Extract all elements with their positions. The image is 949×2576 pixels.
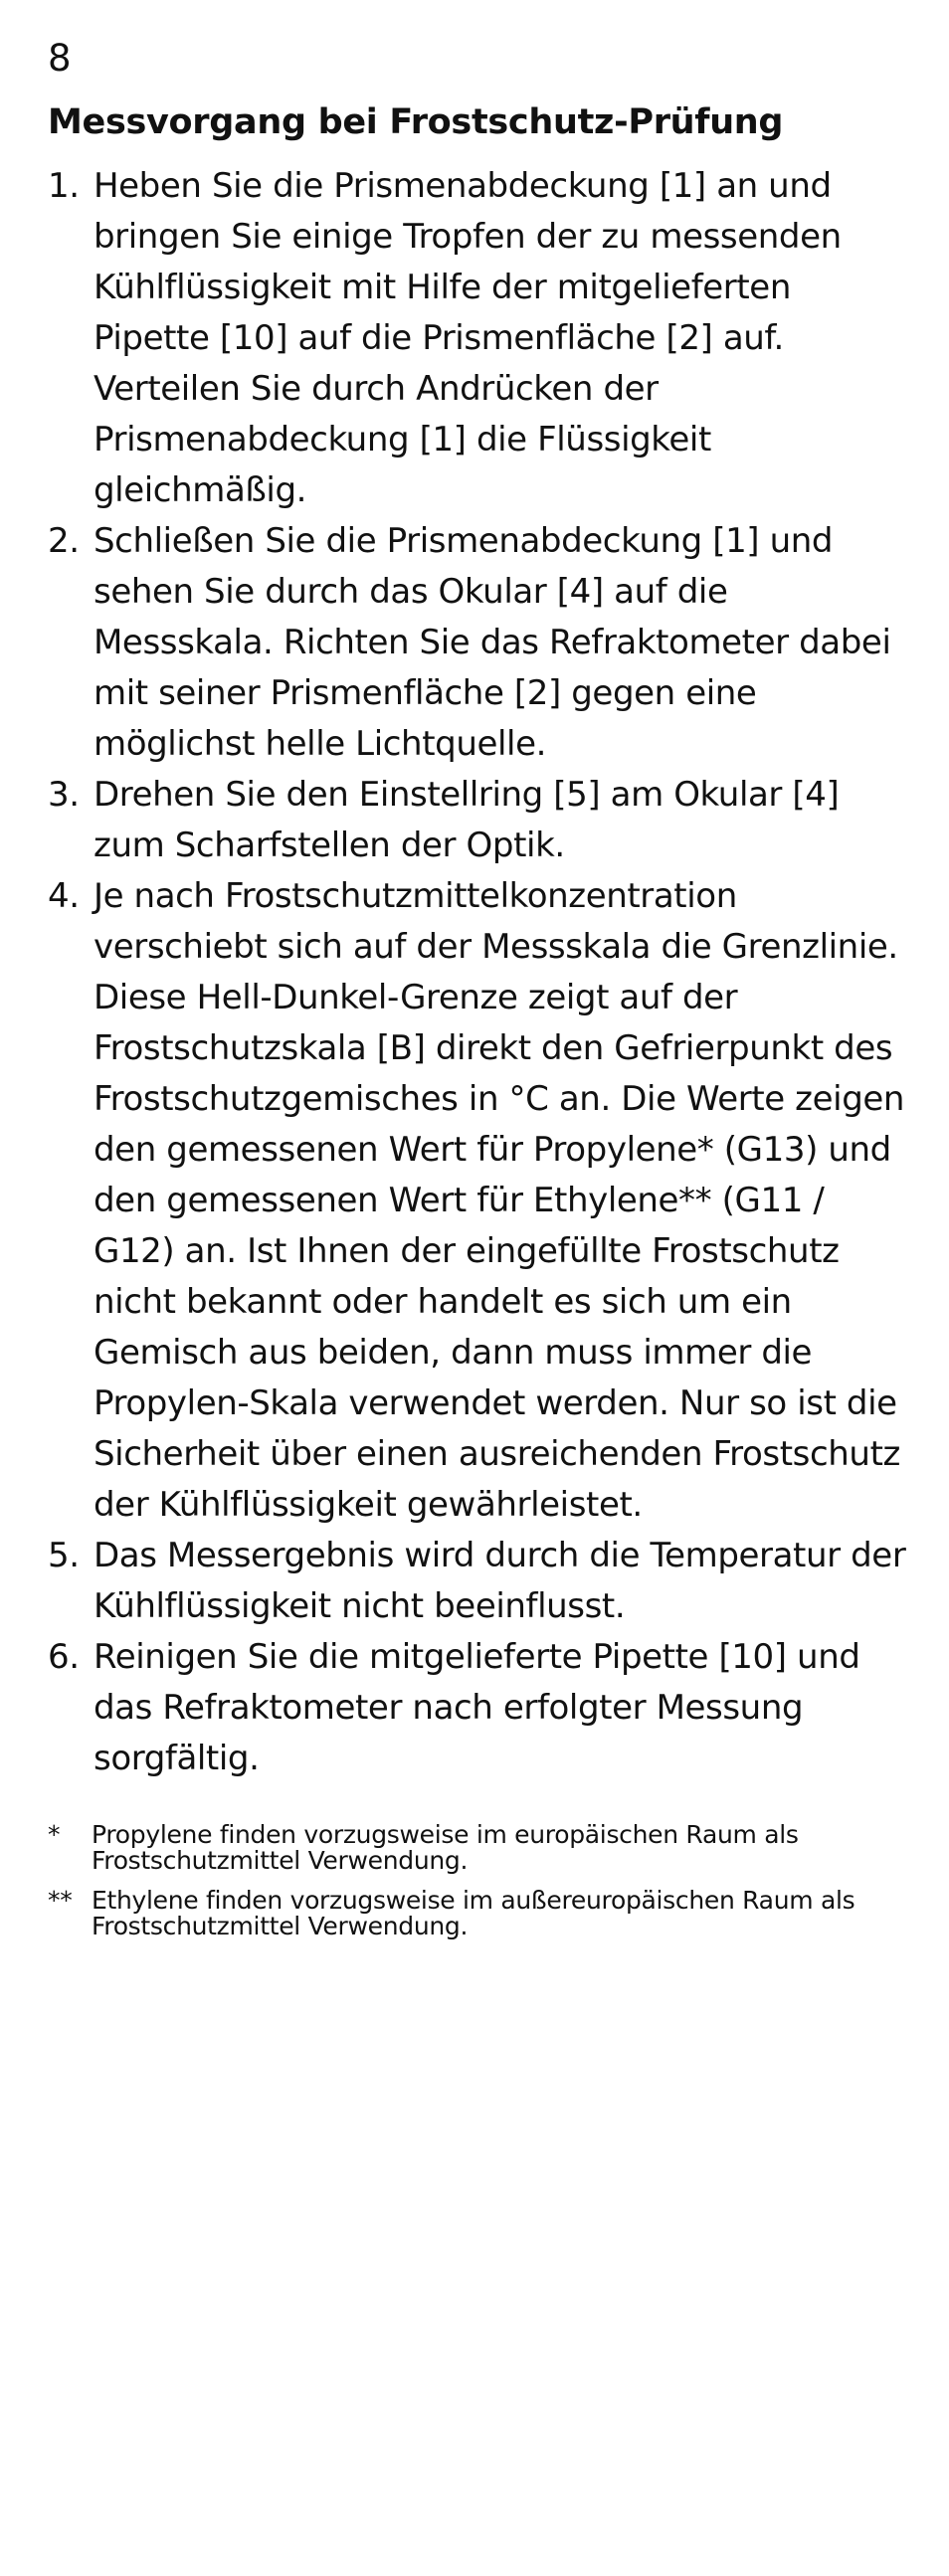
step-text: Je nach Frostschutzmittelkonzentration verschiebt sich auf der Messskala die Grenzlinie. Diese Hell-Dunkel-Grenze zeigt auf der Frostschutzskala [B] direkt den Gefrierpunkt des Frostschutzgemisches in °C an. Die Werte zeigen den gemessenen Wert für Propylene* (G13) und den gemessenen Wert für Ethylene** (G11 / G12) an. Ist Ihnen der eingefüllte Frostschutz nicht bekannt oder handelt es sich um ein Gemisch aus beiden, dann muss immer die Propylen-Skala verwendet werden. Nur so ist die Sicherheit über einen ausreichenden Frostschutz der Kühlflüssigkeit gewährleistet. [94,876,905,1525]
footnote-mark: ** [48,1886,73,1915]
step-text: Schließen Sie die Prismenabdeckung [1] und sehen Sie durch das Okular [4] auf die Messskala. Richten Sie das Refraktometer dabei mit seiner Prismenfläche [2] gegen eine möglichst helle Lichtquelle. [94,521,891,764]
step-number: 5. [48,1536,80,1575]
step-text: Heben Sie die Prismenabdeckung [1] an und bringen Sie einige Tropfen der zu messenden Kühlflüssigkeit mit Hilfe der mitgelieferten Pipette [10] auf die Prismenfläche [2] auf. Verteilen Sie durch Andrücken der Prismenabdeckung [1] die Flüssigkeit gleichmäßig. [94,166,842,510]
step-number: 4. [48,876,80,916]
footnote-ethylene [48,1888,913,1939]
list-item [48,516,913,770]
footnote-mark: * [48,1820,61,1849]
page-number: 8 [48,37,72,80]
footnote-propylene [48,1822,913,1874]
step-text: Reinigen Sie die mitgelieferte Pipette [10] und das Refraktometer nach erfolgter Messung sorgfältig. [94,1637,860,1778]
step-text: Drehen Sie den Einstellring [5] am Okular [4] zum Scharfstellen der Optik. [94,775,840,865]
list-item [48,770,913,871]
document-page [48,34,913,1953]
list-item [48,1632,913,1784]
step-number: 1. [48,166,80,206]
list-item [48,161,913,516]
footnotes [48,1822,913,1939]
instruction-list [48,161,913,1784]
section-heading: Messvorgang bei Frostschutz-Prüfung [48,102,784,142]
step-text: Das Messergebnis wird durch die Temperatur der Kühlflüssigkeit nicht beeinflusst. [94,1536,906,1626]
list-item [48,871,913,1531]
footnote-text: Ethylene finden vorzugsweise im außereuropäischen Raum als Frostschutzmittel Verwendung. [92,1886,855,1940]
list-item [48,1531,913,1632]
step-number: 6. [48,1637,80,1677]
step-number: 3. [48,775,80,815]
step-number: 2. [48,521,80,561]
footnote-text: Propylene finden vorzugsweise im europäischen Raum als Frostschutzmittel Verwendung. [92,1820,799,1875]
